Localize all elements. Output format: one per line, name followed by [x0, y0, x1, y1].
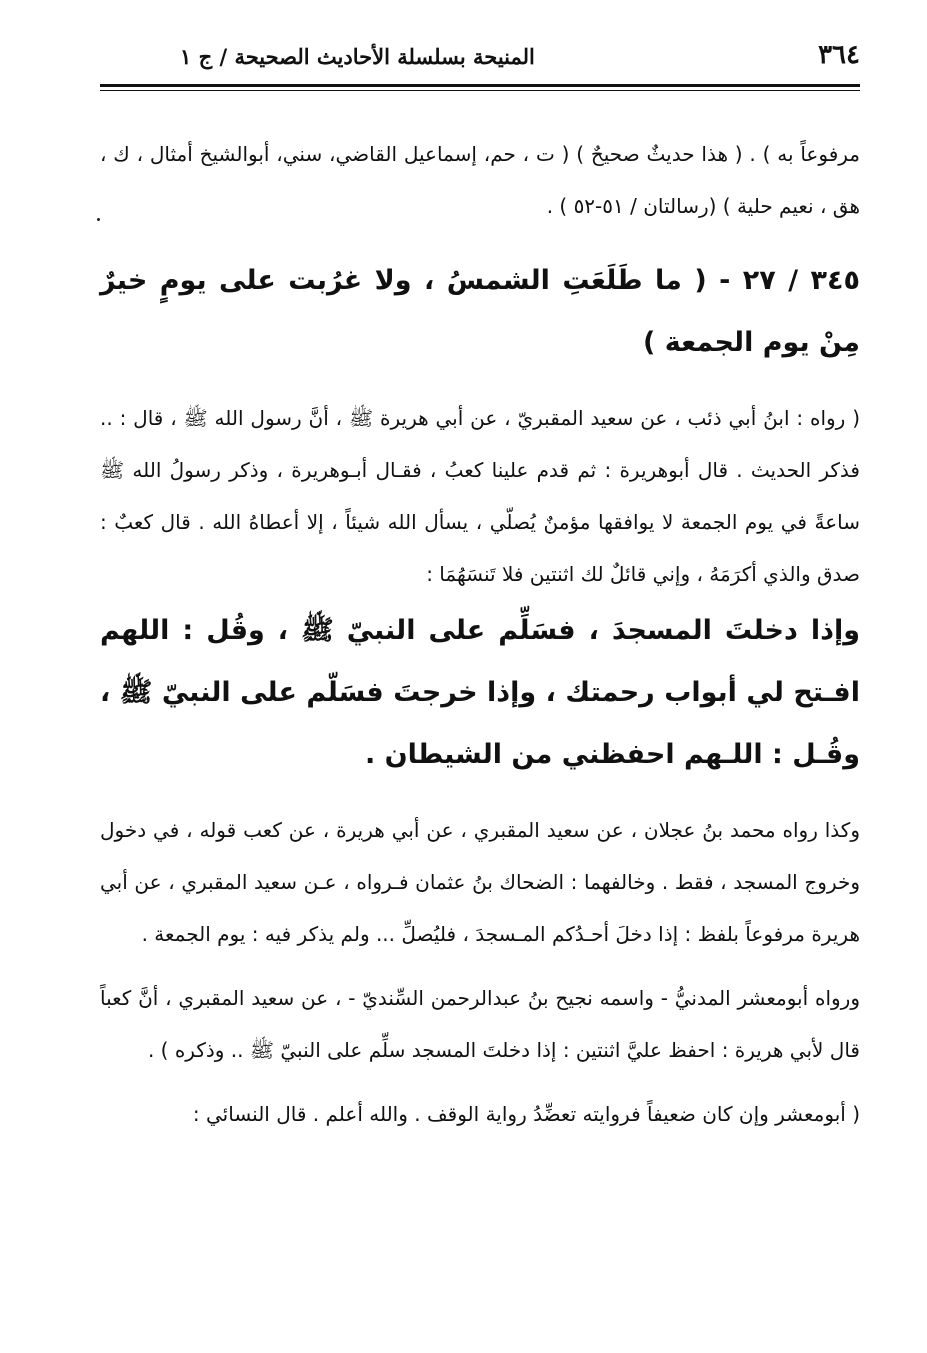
paragraph-narration: ( رواه : ابنُ أبي ذئب ، عن سعيد المقبريّ ، عن أبي هريرة ﷺ ، أنَّ رسول الله ﷺ ، قال : .. فذكر الحديث . قال أبوهريرة : ثم قدم علينا كعبُ ، فقـال أبـوهريرة ، وذكر رسولُ الله ﷺ ساعةً في يوم الجمعة لا يوافقها مؤمنٌ يُصلّي ، يسأل الله شيئاً ، إلا أعطاهُ الله . قال كعبٌ : صدق والذي أكرَمَهُ ، وإني قائلٌ لك اثنتين فلا تَنسَهُمَا : [100, 406, 860, 586]
paragraph-abu-mashar: ورواه أبومعشر المدنيُّ - واسمه نجيح بنُ عبدالرحمن السِّنديّ - ، عن سعيد المقبري ، أنَّ كعباً قال لأبي هريرة : احفظ عليَّ اثنتين : إذا دخلتَ المسجد سلِّم على النبيّ ﷺ .. وذكره ) . [100, 986, 860, 1062]
page-body [100, 128, 860, 1140]
page-header [100, 38, 860, 78]
paragraph-takhrij: مرفوعاً به ) . ( هذا حديثٌ صحيحٌ ) ( ت ، حم، إسماعيل القاضي، سني، أبوالشيخ أمثال ، ك ، هق ، نعيم حلية ) (رسالتان / ٥١-٥٢ ) . [100, 142, 860, 218]
header-rule [100, 84, 860, 87]
hadith-heading: ٣٤٥ / ٢٧ - ( ما طَلَعَتِ الشمسُ ، ولا غرُبت على يومٍ خيرٌ مِنْ يوم الجمعة ) [100, 265, 860, 358]
paragraph-ibn-ajlan: وكذا رواه محمد بنُ عجلان ، عن سعيد المقبري ، عن أبي هريرة ، عن كعب قوله ، في دخول وخروج المسجد ، فقط . وخالفهما : الضحاك بنُ عثمان فـرواه ، عـن سعيد المقبري ، عن أبي هريرة مرفوعاً بلفظ : إذا دخلَ أحـدُكم المـسجدَ ، فليُصلِّ ... ولم يذكر فيه : يوم الجمعة . [100, 818, 860, 946]
running-title: المنيحة بسلسلة الأحاديث الصحيحة / ج ١ [180, 44, 535, 69]
paragraph-supplication: وإذا دخلتَ المسجدَ ، فسَلِّم على النبيّ ﷺ ، وقُل : اللهم افـتح لي أبواب رحمتك ، وإذا خرجتَ فسَلّم على النبيّ ﷺ ، وقُـل : اللـهم احفظني من الشيطان . [100, 615, 860, 770]
page-number: ٣٦٤ [818, 40, 860, 70]
paragraph-closing: ( أبومعشر وإن كان ضعيفاً فروايته تعضِّدُ رواية الوقف . والله أعلم . قال النسائي : [192, 1102, 860, 1126]
header-rule-thin [100, 90, 860, 91]
